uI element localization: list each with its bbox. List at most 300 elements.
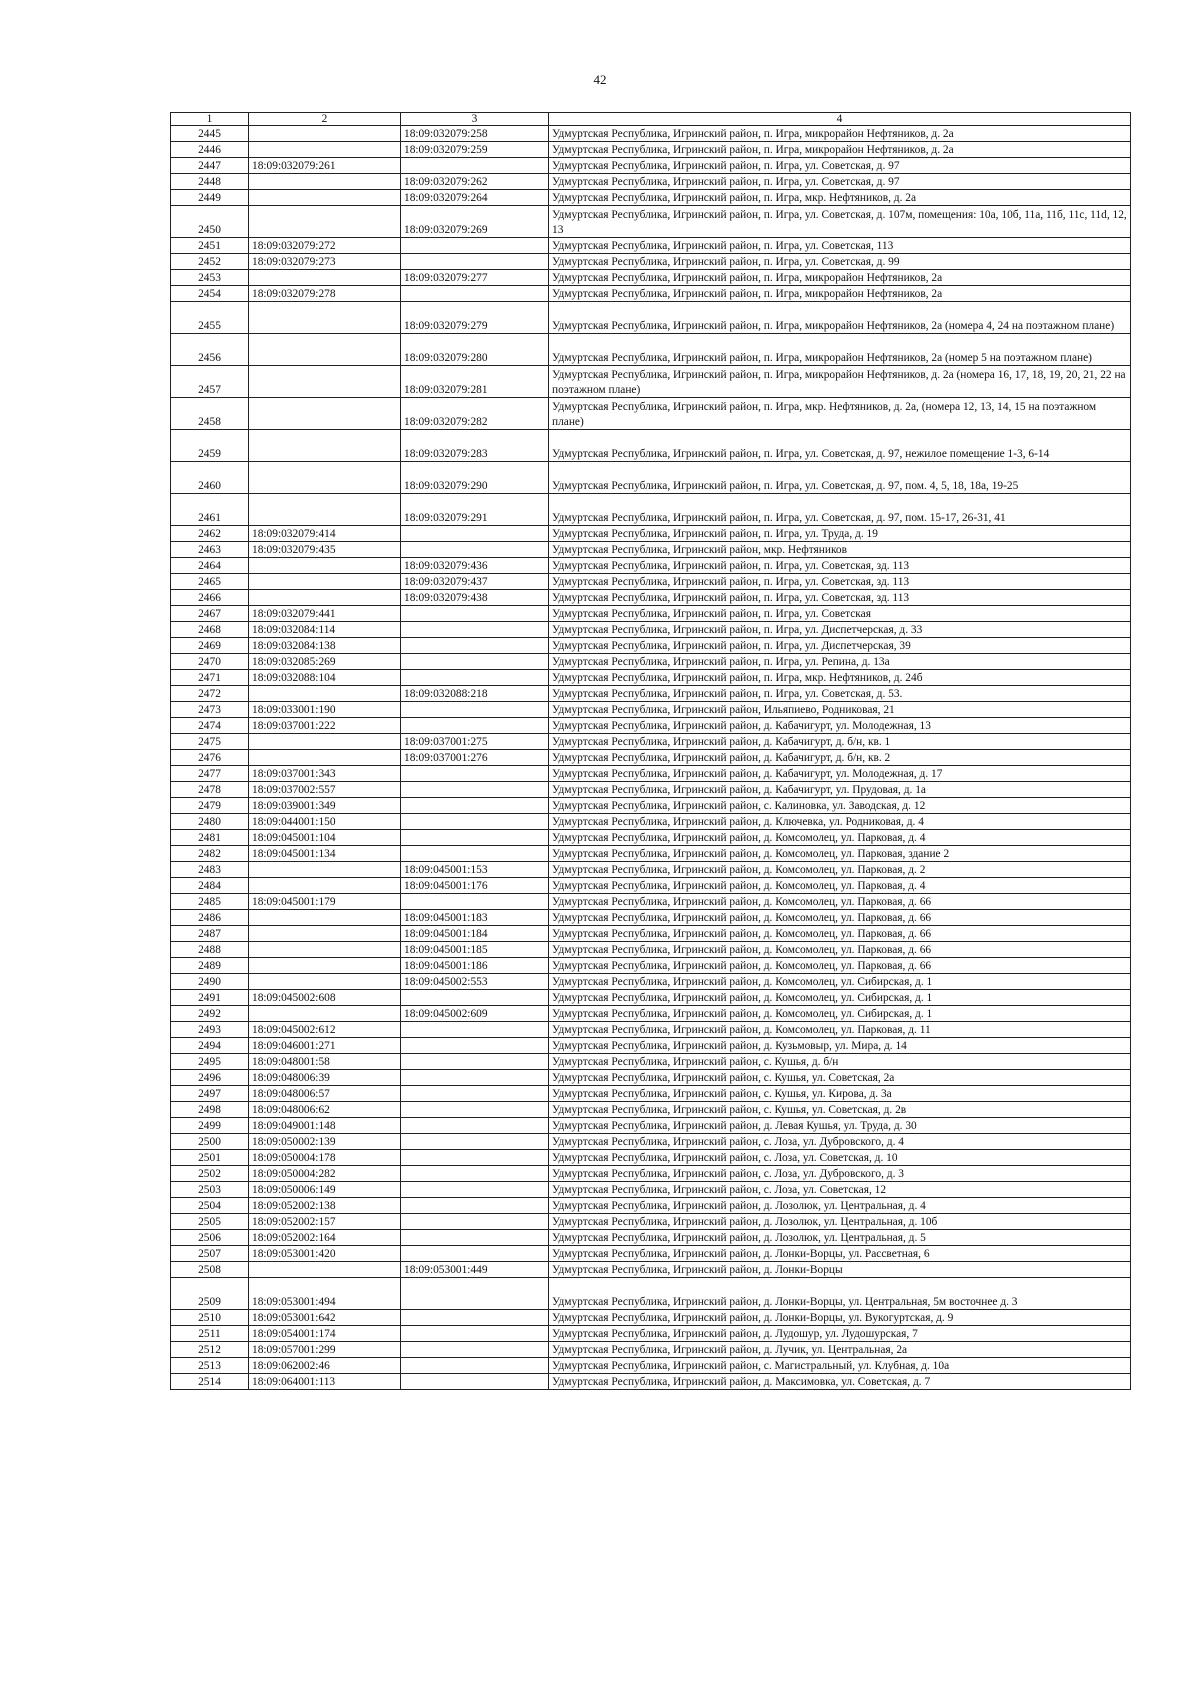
cadastral-number-alt-cell bbox=[401, 1166, 549, 1182]
row-number-cell: 2481 bbox=[171, 830, 249, 846]
cadastral-number-alt-cell: 18:09:032079:279 bbox=[401, 302, 549, 334]
table-row bbox=[171, 670, 1131, 686]
row-number-cell: 2451 bbox=[171, 238, 249, 254]
cadastral-number-alt-cell bbox=[401, 1358, 549, 1374]
cadastral-number-cell bbox=[249, 462, 401, 494]
address-cell: Удмуртская Республика, Игринский район, д. Лонки-Ворцы, ул. Вукогуртская, д. 9 bbox=[549, 1310, 1131, 1326]
table-row bbox=[171, 1054, 1131, 1070]
row-number-cell: 2498 bbox=[171, 1102, 249, 1118]
row-number-cell: 2476 bbox=[171, 750, 249, 766]
row-number-cell: 2448 bbox=[171, 174, 249, 190]
row-number-cell: 2478 bbox=[171, 782, 249, 798]
address-cell: Удмуртская Республика, Игринский район, п. Игра, мкр. Нефтяников, д. 2а bbox=[549, 190, 1131, 206]
row-number-cell: 2486 bbox=[171, 910, 249, 926]
table-row bbox=[171, 1342, 1131, 1358]
table-row bbox=[171, 638, 1131, 654]
cadastral-number-cell: 18:09:045002:612 bbox=[249, 1022, 401, 1038]
cadastral-number-alt-cell: 18:09:032079:281 bbox=[401, 366, 549, 398]
cadastral-number-cell: 18:09:032079:261 bbox=[249, 158, 401, 174]
table-row bbox=[171, 862, 1131, 878]
cadastral-number-cell bbox=[249, 862, 401, 878]
row-number-cell: 2495 bbox=[171, 1054, 249, 1070]
table-row bbox=[171, 1326, 1131, 1342]
cadastral-number-alt-cell: 18:09:037001:275 bbox=[401, 734, 549, 750]
cadastral-number-cell: 18:09:045001:179 bbox=[249, 894, 401, 910]
address-cell: Удмуртская Республика, Игринский район, д. Кабачигурт, д. б/н, кв. 1 bbox=[549, 734, 1131, 750]
address-cell: Удмуртская Республика, Игринский район, п. Игра, микрорайон Нефтяников, 2а bbox=[549, 286, 1131, 302]
table-row bbox=[171, 1278, 1131, 1310]
address-cell: Удмуртская Республика, Игринский район, п. Игра, микрорайон Нефтяников, 2а bbox=[549, 270, 1131, 286]
table-row bbox=[171, 158, 1131, 174]
table-row bbox=[171, 1102, 1131, 1118]
cadastral-number-alt-cell: 18:09:045001:183 bbox=[401, 910, 549, 926]
cadastral-number-alt-cell: 18:09:032079:283 bbox=[401, 430, 549, 462]
cadastral-number-alt-cell bbox=[401, 1118, 549, 1134]
cadastral-number-cell: 18:09:045001:104 bbox=[249, 830, 401, 846]
row-number-cell: 2488 bbox=[171, 942, 249, 958]
address-cell: Удмуртская Республика, Игринский район, п. Игра, микрорайон Нефтяников, 2а (номер 5 на поэтажном плане) bbox=[549, 334, 1131, 366]
table-row bbox=[171, 1262, 1131, 1278]
address-cell: Удмуртская Республика, Игринский район, п. Игра, ул. Советская, д. 97 bbox=[549, 158, 1131, 174]
row-number-cell: 2456 bbox=[171, 334, 249, 366]
cadastral-number-cell: 18:09:050002:139 bbox=[249, 1134, 401, 1150]
cadastral-number-alt-cell bbox=[401, 1150, 549, 1166]
address-cell: Удмуртская Республика, Игринский район, д. Кабачигурт, ул. Молодежная, д. 17 bbox=[549, 766, 1131, 782]
cadastral-number-cell bbox=[249, 430, 401, 462]
cadastral-number-cell: 18:09:032079:435 bbox=[249, 542, 401, 558]
address-cell: Удмуртская Республика, Игринский район, с. Лоза, ул. Советская, д. 10 bbox=[549, 1150, 1131, 1166]
table-row bbox=[171, 398, 1131, 430]
table-row bbox=[171, 1038, 1131, 1054]
cadastral-number-cell: 18:09:037002:557 bbox=[249, 782, 401, 798]
address-cell: Удмуртская Республика, Игринский район, п. Игра, ул. Советская, д. 97, пом. 4, 5, 18, 18а, 19-25 bbox=[549, 462, 1131, 494]
table-row bbox=[171, 1214, 1131, 1230]
row-number-cell: 2447 bbox=[171, 158, 249, 174]
cadastral-number-alt-cell: 18:09:032079:258 bbox=[401, 126, 549, 142]
row-number-cell: 2467 bbox=[171, 606, 249, 622]
table-row bbox=[171, 526, 1131, 542]
address-cell: Удмуртская Республика, Игринский район, с. Лоза, ул. Дубровского, д. 3 bbox=[549, 1166, 1131, 1182]
address-cell: Удмуртская Республика, Игринский район, д. Кабачигурт, ул. Прудовая, д. 1а bbox=[549, 782, 1131, 798]
table-row bbox=[171, 830, 1131, 846]
row-number-cell: 2507 bbox=[171, 1246, 249, 1262]
cadastral-number-cell: 18:09:050004:282 bbox=[249, 1166, 401, 1182]
table-row bbox=[171, 494, 1131, 526]
cadastral-number-cell bbox=[249, 558, 401, 574]
address-cell: Удмуртская Республика, Игринский район, д. Лонки-Ворцы, ул. Центральная, 5м восточнее д. 3 bbox=[549, 1278, 1131, 1310]
row-number-cell: 2460 bbox=[171, 462, 249, 494]
table-row bbox=[171, 1198, 1131, 1214]
table-body bbox=[171, 126, 1131, 1390]
cadastral-number-cell bbox=[249, 126, 401, 142]
cadastral-number-alt-cell: 18:09:045001:186 bbox=[401, 958, 549, 974]
address-cell: Удмуртская Республика, Игринский район, п. Игра, мкр. Нефтяников, д. 2а, (номера 12, 13, 14, 15 на поэтажном плане) bbox=[549, 398, 1131, 430]
address-cell: Удмуртская Республика, Игринский район, д. Лудошур, ул. Лудошурская, 7 bbox=[549, 1326, 1131, 1342]
cadastral-number-cell bbox=[249, 974, 401, 990]
cadastral-number-cell: 18:09:032088:104 bbox=[249, 670, 401, 686]
row-number-cell: 2463 bbox=[171, 542, 249, 558]
cadastral-number-cell: 18:09:039001:349 bbox=[249, 798, 401, 814]
table-row bbox=[171, 206, 1131, 238]
address-cell: Удмуртская Республика, Игринский район, п. Игра, ул. Советская, 113 bbox=[549, 238, 1131, 254]
table-row bbox=[171, 1374, 1131, 1390]
cadastral-number-alt-cell bbox=[401, 606, 549, 622]
address-cell: Удмуртская Республика, Игринский район, п. Игра, ул. Советская, зд. 113 bbox=[549, 558, 1131, 574]
row-number-cell: 2502 bbox=[171, 1166, 249, 1182]
table-row bbox=[171, 1310, 1131, 1326]
cadastral-number-cell: 18:09:037001:222 bbox=[249, 718, 401, 734]
address-cell: Удмуртская Республика, Игринский район, п. Игра, ул. Диспетчерская, 39 bbox=[549, 638, 1131, 654]
table-row bbox=[171, 622, 1131, 638]
address-cell: Удмуртская Республика, Игринский район, п. Игра, ул. Советская, д. 107м, помещения: 10а, 10б, 11а, 11б, 11с, 11d, 12, 13 bbox=[549, 206, 1131, 238]
row-number-cell: 2452 bbox=[171, 254, 249, 270]
row-number-cell: 2475 bbox=[171, 734, 249, 750]
row-number-cell: 2457 bbox=[171, 366, 249, 398]
address-cell: Удмуртская Республика, Игринский район, п. Игра, ул. Труда, д. 19 bbox=[549, 526, 1131, 542]
address-cell: Удмуртская Республика, Игринский район, д. Комсомолец, ул. Парковая, д. 4 bbox=[549, 878, 1131, 894]
row-number-cell: 2470 bbox=[171, 654, 249, 670]
table-row bbox=[171, 974, 1131, 990]
cadastral-number-cell: 18:09:044001:150 bbox=[249, 814, 401, 830]
row-number-cell: 2484 bbox=[171, 878, 249, 894]
address-cell: Удмуртская Республика, Игринский район, п. Игра, микрорайон Нефтяников, д. 2а bbox=[549, 142, 1131, 158]
cadastral-number-cell: 18:09:032079:441 bbox=[249, 606, 401, 622]
cadastral-number-alt-cell bbox=[401, 798, 549, 814]
address-cell: Удмуртская Республика, Игринский район, д. Лонки-Ворцы, ул. Рассветная, 6 bbox=[549, 1246, 1131, 1262]
cadastral-number-cell bbox=[249, 686, 401, 702]
cadastral-number-alt-cell: 18:09:032079:264 bbox=[401, 190, 549, 206]
cadastral-number-alt-cell bbox=[401, 1246, 549, 1262]
row-number-cell: 2469 bbox=[171, 638, 249, 654]
address-cell: Удмуртская Республика, Игринский район, п. Игра, ул. Советская, д. 97, пом. 15-17, 26-31, 41 bbox=[549, 494, 1131, 526]
row-number-cell: 2511 bbox=[171, 1326, 249, 1342]
address-cell: Удмуртская Республика, Игринский район, д. Комсомолец, ул. Парковая, д. 11 bbox=[549, 1022, 1131, 1038]
address-cell: Удмуртская Республика, Игринский район, д. Комсомолец, ул. Парковая, д. 66 bbox=[549, 942, 1131, 958]
cadastral-number-cell bbox=[249, 590, 401, 606]
address-cell: Удмуртская Республика, Игринский район, мкр. Нефтяников bbox=[549, 542, 1131, 558]
cadastral-number-cell: 18:09:032079:273 bbox=[249, 254, 401, 270]
row-number-cell: 2500 bbox=[171, 1134, 249, 1150]
cadastral-number-alt-cell: 18:09:045001:185 bbox=[401, 942, 549, 958]
table-row bbox=[171, 366, 1131, 398]
address-cell: Удмуртская Республика, Игринский район, п. Игра, ул. Советская, д. 97, нежилое помещение 1-3, 6-14 bbox=[549, 430, 1131, 462]
table-row bbox=[171, 430, 1131, 462]
address-cell: Удмуртская Республика, Игринский район, п. Игра, ул. Советская, д. 97 bbox=[549, 174, 1131, 190]
row-number-cell: 2483 bbox=[171, 862, 249, 878]
cadastral-number-alt-cell bbox=[401, 1310, 549, 1326]
table-row bbox=[171, 846, 1131, 862]
address-cell: Удмуртская Республика, Игринский район, д. Лозолюк, ул. Центральная, д. 5 bbox=[549, 1230, 1131, 1246]
row-number-cell: 2450 bbox=[171, 206, 249, 238]
cadastral-number-cell: 18:09:045002:608 bbox=[249, 990, 401, 1006]
cadastral-number-alt-cell: 18:09:045001:176 bbox=[401, 878, 549, 894]
address-cell: Удмуртская Республика, Игринский район, с. Калиновка, ул. Заводская, д. 12 bbox=[549, 798, 1131, 814]
cadastral-number-cell bbox=[249, 366, 401, 398]
address-cell: Удмуртская Республика, Игринский район, д. Комсомолец, ул. Парковая, д. 66 bbox=[549, 958, 1131, 974]
row-number-cell: 2494 bbox=[171, 1038, 249, 1054]
row-number-cell: 2445 bbox=[171, 126, 249, 142]
cadastral-number-alt-cell bbox=[401, 1326, 549, 1342]
cadastral-number-cell: 18:09:032084:138 bbox=[249, 638, 401, 654]
table-row bbox=[171, 718, 1131, 734]
table-row bbox=[171, 878, 1131, 894]
cadastral-number-alt-cell bbox=[401, 1054, 549, 1070]
row-number-cell: 2493 bbox=[171, 1022, 249, 1038]
registry-table bbox=[170, 112, 1131, 1390]
address-cell: Удмуртская Республика, Игринский район, д. Максимовка, ул. Советская, д. 7 bbox=[549, 1374, 1131, 1390]
address-cell: Удмуртская Республика, Игринский район, д. Кабачигурт, ул. Молодежная, 13 bbox=[549, 718, 1131, 734]
cadastral-number-cell: 18:09:062002:46 bbox=[249, 1358, 401, 1374]
row-number-cell: 2513 bbox=[171, 1358, 249, 1374]
address-cell: Удмуртская Республика, Игринский район, д. Комсомолец, ул. Парковая, д. 66 bbox=[549, 926, 1131, 942]
row-number-cell: 2458 bbox=[171, 398, 249, 430]
cadastral-number-alt-cell bbox=[401, 766, 549, 782]
table-row bbox=[171, 270, 1131, 286]
table-row bbox=[171, 894, 1131, 910]
cadastral-number-alt-cell: 18:09:032079:259 bbox=[401, 142, 549, 158]
cadastral-number-cell: 18:09:048006:39 bbox=[249, 1070, 401, 1086]
table-row bbox=[171, 942, 1131, 958]
cadastral-number-alt-cell bbox=[401, 1022, 549, 1038]
table-row bbox=[171, 574, 1131, 590]
table-row bbox=[171, 1358, 1131, 1374]
row-number-cell: 2453 bbox=[171, 270, 249, 286]
row-number-cell: 2499 bbox=[171, 1118, 249, 1134]
cadastral-number-cell: 18:09:033001:190 bbox=[249, 702, 401, 718]
row-number-cell: 2509 bbox=[171, 1278, 249, 1310]
row-number-cell: 2465 bbox=[171, 574, 249, 590]
cadastral-number-alt-cell bbox=[401, 718, 549, 734]
cadastral-number-alt-cell bbox=[401, 846, 549, 862]
address-cell: Удмуртская Республика, Игринский район, п. Игра, мкр. Нефтяников, д. 24б bbox=[549, 670, 1131, 686]
row-number-cell: 2491 bbox=[171, 990, 249, 1006]
cadastral-number-alt-cell: 18:09:053001:449 bbox=[401, 1262, 549, 1278]
cadastral-number-cell: 18:09:053001:642 bbox=[249, 1310, 401, 1326]
cadastral-number-cell bbox=[249, 494, 401, 526]
cadastral-number-alt-cell bbox=[401, 238, 549, 254]
row-number-cell: 2487 bbox=[171, 926, 249, 942]
cadastral-number-cell: 18:09:052002:164 bbox=[249, 1230, 401, 1246]
row-number-cell: 2496 bbox=[171, 1070, 249, 1086]
cadastral-number-alt-cell: 18:09:045001:184 bbox=[401, 926, 549, 942]
table-row bbox=[171, 1134, 1131, 1150]
table-row bbox=[171, 1150, 1131, 1166]
cadastral-number-cell: 18:09:064001:113 bbox=[249, 1374, 401, 1390]
cadastral-number-cell: 18:09:048006:57 bbox=[249, 1086, 401, 1102]
table-row bbox=[171, 542, 1131, 558]
cadastral-number-cell bbox=[249, 878, 401, 894]
cadastral-number-cell: 18:09:046001:271 bbox=[249, 1038, 401, 1054]
address-cell: Удмуртская Республика, Игринский район, д. Ключевка, ул. Родниковая, д. 4 bbox=[549, 814, 1131, 830]
cadastral-number-alt-cell bbox=[401, 894, 549, 910]
cadastral-number-alt-cell bbox=[401, 990, 549, 1006]
row-number-cell: 2508 bbox=[171, 1262, 249, 1278]
row-number-cell: 2464 bbox=[171, 558, 249, 574]
row-number-cell: 2459 bbox=[171, 430, 249, 462]
table-row bbox=[171, 1166, 1131, 1182]
cadastral-number-cell: 18:09:048001:58 bbox=[249, 1054, 401, 1070]
cadastral-number-alt-cell bbox=[401, 622, 549, 638]
cadastral-number-cell: 18:09:045001:134 bbox=[249, 846, 401, 862]
address-cell: Удмуртская Республика, Игринский район, п. Игра, ул. Репина, д. 13а bbox=[549, 654, 1131, 670]
column-header-2: 2 bbox=[249, 113, 401, 126]
row-number-cell: 2489 bbox=[171, 958, 249, 974]
cadastral-number-alt-cell bbox=[401, 254, 549, 270]
cadastral-number-alt-cell bbox=[401, 286, 549, 302]
table-row bbox=[171, 686, 1131, 702]
cadastral-number-alt-cell: 18:09:032079:438 bbox=[401, 590, 549, 606]
cadastral-number-cell: 18:09:032079:278 bbox=[249, 286, 401, 302]
table-row bbox=[171, 1086, 1131, 1102]
address-cell: Удмуртская Республика, Игринский район, д. Комсомолец, ул. Сибирская, д. 1 bbox=[549, 990, 1131, 1006]
cadastral-number-cell bbox=[249, 1006, 401, 1022]
table-row bbox=[171, 174, 1131, 190]
cadastral-number-cell bbox=[249, 398, 401, 430]
table-row bbox=[171, 782, 1131, 798]
row-number-cell: 2477 bbox=[171, 766, 249, 782]
cadastral-number-alt-cell bbox=[401, 814, 549, 830]
column-header-3: 3 bbox=[401, 113, 549, 126]
address-cell: Удмуртская Республика, Игринский район, с. Кушья, д. б/н bbox=[549, 1054, 1131, 1070]
table-row bbox=[171, 286, 1131, 302]
cadastral-number-alt-cell: 18:09:032079:269 bbox=[401, 206, 549, 238]
row-number-cell: 2472 bbox=[171, 686, 249, 702]
row-number-cell: 2462 bbox=[171, 526, 249, 542]
cadastral-number-alt-cell: 18:09:032079:290 bbox=[401, 462, 549, 494]
cadastral-number-cell bbox=[249, 190, 401, 206]
cadastral-number-alt-cell: 18:09:032079:280 bbox=[401, 334, 549, 366]
table-row bbox=[171, 558, 1131, 574]
table-row bbox=[171, 910, 1131, 926]
cadastral-number-alt-cell: 18:09:032079:277 bbox=[401, 270, 549, 286]
cadastral-number-cell bbox=[249, 958, 401, 974]
cadastral-number-alt-cell bbox=[401, 1342, 549, 1358]
table-row bbox=[171, 750, 1131, 766]
address-cell: Удмуртская Республика, Игринский район, д. Кабачигурт, д. б/н, кв. 2 bbox=[549, 750, 1131, 766]
cadastral-number-alt-cell bbox=[401, 1182, 549, 1198]
column-header-4: 4 bbox=[549, 113, 1131, 126]
row-number-cell: 2485 bbox=[171, 894, 249, 910]
row-number-cell: 2490 bbox=[171, 974, 249, 990]
row-number-cell: 2501 bbox=[171, 1150, 249, 1166]
cadastral-number-alt-cell bbox=[401, 702, 549, 718]
cadastral-number-cell bbox=[249, 334, 401, 366]
cadastral-number-alt-cell: 18:09:045002:609 bbox=[401, 1006, 549, 1022]
address-cell: Удмуртская Республика, Игринский район, с. Лоза, ул. Советская, 12 bbox=[549, 1182, 1131, 1198]
cadastral-number-alt-cell bbox=[401, 638, 549, 654]
table-row bbox=[171, 654, 1131, 670]
row-number-cell: 2503 bbox=[171, 1182, 249, 1198]
table-row bbox=[171, 734, 1131, 750]
row-number-cell: 2480 bbox=[171, 814, 249, 830]
cadastral-number-alt-cell bbox=[401, 1102, 549, 1118]
address-cell: Удмуртская Республика, Игринский район, п. Игра, микрорайон Нефтяников, 2а (номера 4, 24 на поэтажном плане) bbox=[549, 302, 1131, 334]
table-row bbox=[171, 798, 1131, 814]
address-cell: Удмуртская Республика, Игринский район, д. Комсомолец, ул. Парковая, д. 4 bbox=[549, 830, 1131, 846]
address-cell: Удмуртская Республика, Игринский район, д. Комсомолец, ул. Парковая, здание 2 bbox=[549, 846, 1131, 862]
address-cell: Удмуртская Республика, Игринский район, д. Комсомолец, ул. Парковая, д. 66 bbox=[549, 894, 1131, 910]
table-row bbox=[171, 990, 1131, 1006]
cadastral-number-alt-cell bbox=[401, 830, 549, 846]
cadastral-number-cell: 18:09:032085:269 bbox=[249, 654, 401, 670]
row-number-cell: 2514 bbox=[171, 1374, 249, 1390]
cadastral-number-alt-cell bbox=[401, 1070, 549, 1086]
cadastral-number-cell bbox=[249, 910, 401, 926]
table-row bbox=[171, 1182, 1131, 1198]
table-row bbox=[171, 1246, 1131, 1262]
address-cell: Удмуртская Республика, Игринский район, с. Кушья, ул. Советская, д. 2в bbox=[549, 1102, 1131, 1118]
cadastral-number-alt-cell: 18:09:032079:291 bbox=[401, 494, 549, 526]
cadastral-number-alt-cell: 18:09:032079:262 bbox=[401, 174, 549, 190]
table-row bbox=[171, 814, 1131, 830]
table-row bbox=[171, 142, 1131, 158]
cadastral-number-alt-cell bbox=[401, 526, 549, 542]
table-row bbox=[171, 766, 1131, 782]
address-cell: Удмуртская Республика, Игринский район, п. Игра, ул. Советская, д. 53. bbox=[549, 686, 1131, 702]
row-number-cell: 2504 bbox=[171, 1198, 249, 1214]
table-row bbox=[171, 302, 1131, 334]
table-row bbox=[171, 1022, 1131, 1038]
header-row bbox=[171, 113, 1131, 126]
row-number-cell: 2474 bbox=[171, 718, 249, 734]
address-cell: Удмуртская Республика, Игринский район, с. Кушья, ул. Кирова, д. 3а bbox=[549, 1086, 1131, 1102]
cadastral-number-alt-cell bbox=[401, 1038, 549, 1054]
cadastral-number-alt-cell bbox=[401, 542, 549, 558]
cadastral-number-cell: 18:09:032079:414 bbox=[249, 526, 401, 542]
row-number-cell: 2479 bbox=[171, 798, 249, 814]
table-row bbox=[171, 190, 1131, 206]
table-row bbox=[171, 1118, 1131, 1134]
cadastral-number-cell bbox=[249, 750, 401, 766]
address-cell: Удмуртская Республика, Игринский район, п. Игра, ул. Диспетчерская, д. 33 bbox=[549, 622, 1131, 638]
address-cell: Удмуртская Республика, Игринский район, п. Игра, ул. Советская, зд. 113 bbox=[549, 574, 1131, 590]
cadastral-number-cell: 18:09:054001:174 bbox=[249, 1326, 401, 1342]
cadastral-number-alt-cell: 18:09:032079:437 bbox=[401, 574, 549, 590]
cadastral-number-alt-cell: 18:09:045001:153 bbox=[401, 862, 549, 878]
cadastral-number-alt-cell: 18:09:045002:553 bbox=[401, 974, 549, 990]
row-number-cell: 2497 bbox=[171, 1086, 249, 1102]
row-number-cell: 2468 bbox=[171, 622, 249, 638]
cadastral-number-cell bbox=[249, 926, 401, 942]
cadastral-number-cell bbox=[249, 734, 401, 750]
cadastral-number-alt-cell bbox=[401, 158, 549, 174]
address-cell: Удмуртская Республика, Игринский район, д. Лонки-Ворцы bbox=[549, 1262, 1131, 1278]
cadastral-number-cell: 18:09:050004:178 bbox=[249, 1150, 401, 1166]
table-row bbox=[171, 126, 1131, 142]
row-number-cell: 2506 bbox=[171, 1230, 249, 1246]
address-cell: Удмуртская Республика, Игринский район, с. Лоза, ул. Дубровского, д. 4 bbox=[549, 1134, 1131, 1150]
address-cell: Удмуртская Республика, Игринский район, с. Кушья, ул. Советская, 2а bbox=[549, 1070, 1131, 1086]
table-row bbox=[171, 606, 1131, 622]
row-number-cell: 2454 bbox=[171, 286, 249, 302]
row-number-cell: 2455 bbox=[171, 302, 249, 334]
address-cell: Удмуртская Республика, Игринский район, д. Комсомолец, ул. Парковая, д. 66 bbox=[549, 910, 1131, 926]
address-cell: Удмуртская Республика, Игринский район, д. Лозолюк, ул. Центральная, д. 10б bbox=[549, 1214, 1131, 1230]
cadastral-number-cell: 18:09:048006:62 bbox=[249, 1102, 401, 1118]
address-cell: Удмуртская Республика, Игринский район, Ильяпиево, Родниковая, 21 bbox=[549, 702, 1131, 718]
cadastral-number-cell: 18:09:032084:114 bbox=[249, 622, 401, 638]
cadastral-number-cell: 18:09:053001:420 bbox=[249, 1246, 401, 1262]
cadastral-number-alt-cell bbox=[401, 1214, 549, 1230]
cadastral-number-cell bbox=[249, 270, 401, 286]
cadastral-number-cell bbox=[249, 1262, 401, 1278]
cadastral-number-cell: 18:09:032079:272 bbox=[249, 238, 401, 254]
row-number-cell: 2492 bbox=[171, 1006, 249, 1022]
row-number-cell: 2446 bbox=[171, 142, 249, 158]
cadastral-number-alt-cell bbox=[401, 1374, 549, 1390]
table-row bbox=[171, 1230, 1131, 1246]
address-cell: Удмуртская Республика, Игринский район, с. Магистральный, ул. Клубная, д. 10а bbox=[549, 1358, 1131, 1374]
